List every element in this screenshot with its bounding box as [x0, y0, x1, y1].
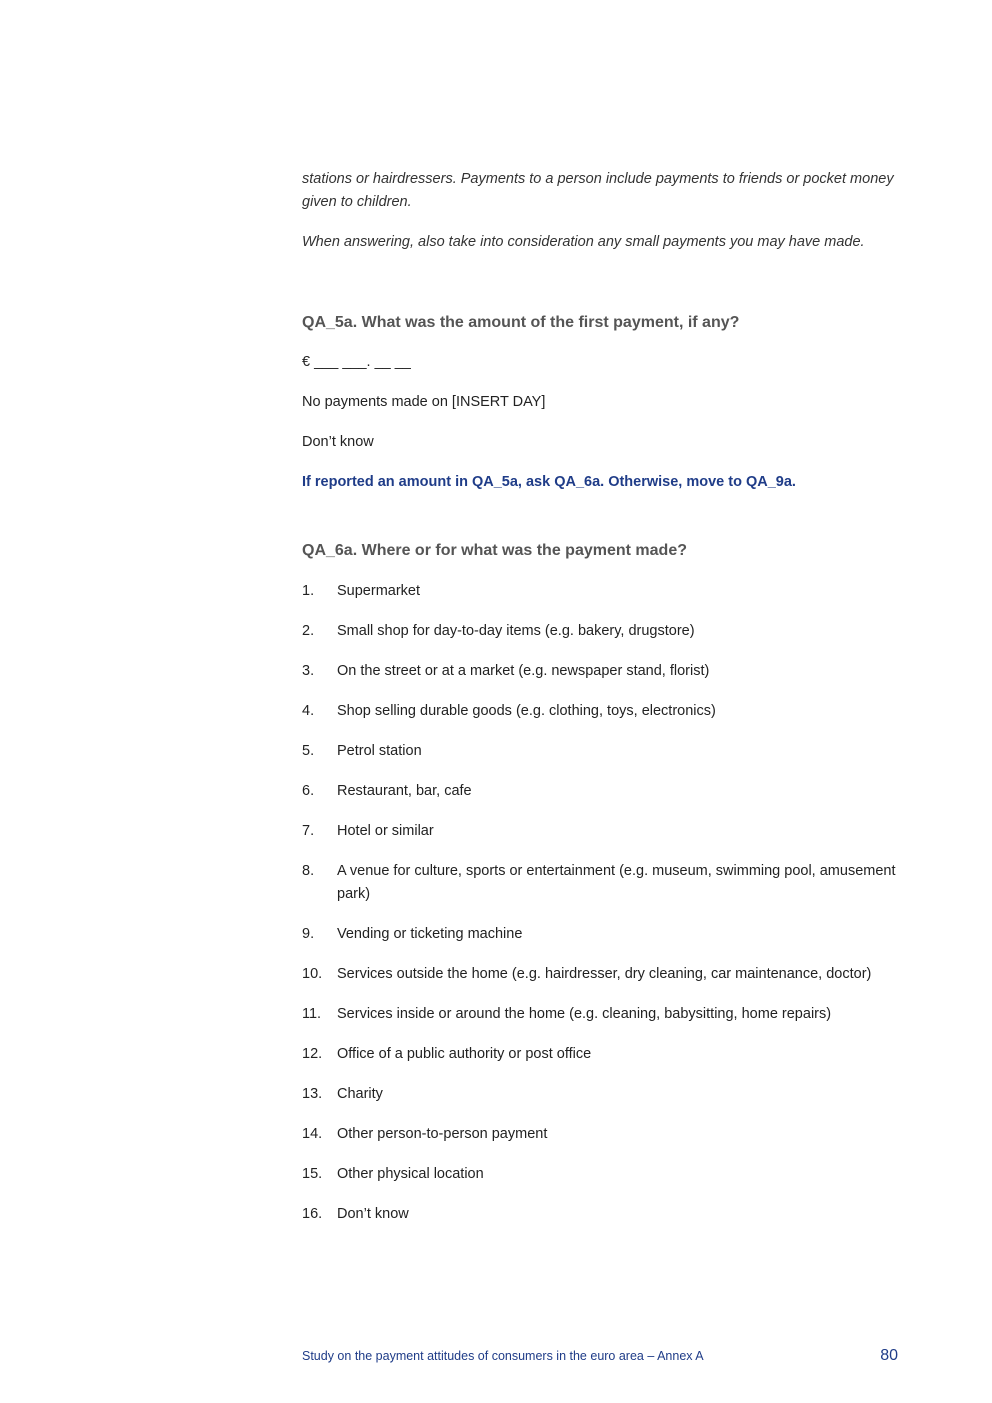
option-number: 7. [302, 823, 315, 839]
option-number: 1. [302, 583, 315, 599]
option-text: Services outside the home (e.g. hairdresser, dry cleaning, car maintenance, doctor) [337, 966, 872, 982]
option-item [302, 660, 902, 683]
option-item [302, 860, 902, 906]
option-number: 15. [302, 1166, 323, 1182]
option-number: 8. [302, 863, 315, 879]
option-item [302, 1043, 902, 1066]
intro-paragraph-2: When answering, also take into consideration any small payments you may have made. [302, 234, 865, 250]
option-number: 2. [302, 623, 315, 639]
option-number: 6. [302, 783, 315, 799]
option-item [302, 1163, 902, 1186]
question-qa5a: QA_5a. What was the amount of the first payment, if any? [302, 314, 740, 331]
option-text: On the street or at a market (e.g. newspaper stand, florist) [337, 663, 710, 679]
option-number: 14. [302, 1126, 323, 1142]
option-text: Petrol station [337, 743, 422, 759]
no-payments-option: No payments made on [INSERT DAY] [302, 394, 546, 410]
option-number: 5. [302, 743, 315, 759]
intro-paragraph-1: stations or hairdressers. Payments to a person include payments to friends or pocket money given to children. [302, 171, 894, 210]
option-item [302, 1203, 902, 1226]
page-number: 80 [880, 1347, 898, 1364]
option-item [302, 620, 902, 643]
option-item [302, 1123, 902, 1146]
amount-field: € ___ ___. __ __ [302, 354, 411, 370]
option-item [302, 1083, 902, 1106]
option-text: Office of a public authority or post office [337, 1046, 592, 1062]
option-text: Small shop for day-to-day items (e.g. bakery, drugstore) [337, 623, 695, 639]
option-text: A venue for culture, sports or entertainment (e.g. museum, swimming pool, amusement park) [337, 863, 896, 902]
option-text: Other person-to-person payment [337, 1126, 548, 1142]
option-text: Supermarket [337, 583, 421, 599]
option-item [302, 1003, 902, 1026]
option-text: Vending or ticketing machine [337, 926, 523, 942]
routing-instruction: If reported an amount in QA_5a, ask QA_6a. Otherwise, move to QA_9a. [302, 474, 796, 490]
option-text: Restaurant, bar, cafe [337, 783, 472, 799]
option-text: Other physical location [337, 1166, 484, 1182]
option-item [302, 820, 902, 843]
footer-title: Study on the payment attitudes of consumers in the euro area – Annex A [302, 1349, 704, 1363]
option-text: Shop selling durable goods (e.g. clothing, toys, electronics) [337, 703, 716, 719]
option-number: 10. [302, 966, 323, 982]
option-item [302, 740, 902, 763]
option-number: 4. [302, 703, 315, 719]
option-text: Don’t know [337, 1206, 409, 1222]
option-text: Charity [337, 1086, 383, 1102]
option-number: 12. [302, 1046, 323, 1062]
option-number: 16. [302, 1206, 323, 1222]
option-item [302, 700, 902, 723]
intro-section [302, 168, 902, 254]
option-item [302, 923, 902, 946]
options-list [302, 580, 902, 1226]
question-qa6a: QA_6a. Where or for what was the payment made? [302, 542, 687, 559]
option-item [302, 580, 902, 603]
document-body [302, 168, 902, 1243]
dont-know-option: Don’t know [302, 434, 374, 450]
option-text: Services inside or around the home (e.g. cleaning, babysitting, home repairs) [337, 1006, 832, 1022]
option-item [302, 780, 902, 803]
option-number: 13. [302, 1086, 323, 1102]
option-number: 3. [302, 663, 315, 679]
option-number: 11. [302, 1006, 322, 1022]
option-text: Hotel or similar [337, 823, 434, 839]
option-number: 9. [302, 926, 315, 942]
option-item [302, 963, 902, 986]
